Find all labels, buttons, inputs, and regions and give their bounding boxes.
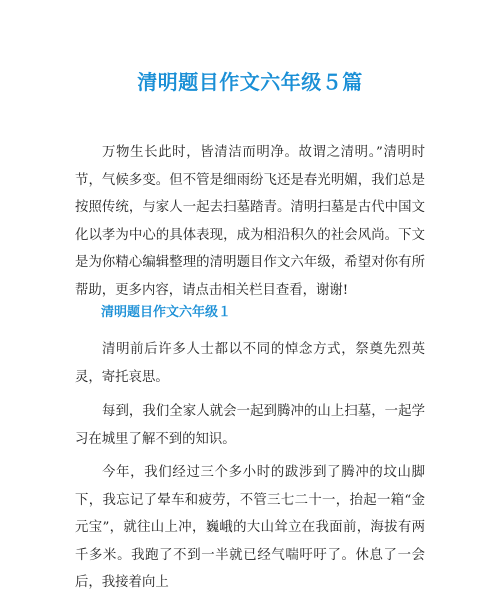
intro-paragraph: 万物生长此时，皆清洁而明净。故谓之清明。”清明时节，气候多变。但不管是细雨纷飞还是春光明媚，我们总是按照传统，与家人一起去扫墓踏青。清明扫墓是古代中国文化以孝为中心的具体表现，成为相沿积久的社会风尚。下文是为你精心编辑整理的清明题目作文六年级，希望对你有所帮助，更多内容，请点击相关栏目查看，谢谢! [75,145,425,298]
body-paragraph: 每到，我们全家人就会一起到腾冲的山上扫墓，一起学习在城里了解不到的知识。 [75,404,425,447]
page-title: 清明题目作文六年级５篇 [137,70,363,94]
body-paragraph: 今年，我们经过三个多小时的跋涉到了腾冲的坟山脚下，我忘记了晕车和疲劳，不管三七二十一，抬起一箱“金元宝”，就往山上冲，巍峨的大山耸立在我面前，海拔有两千多米。我跑了不到一半就已经气喘吁吁了。休息了一会后，我接着向上 [75,465,425,590]
body-paragraph: 清明前后许多人士都以不同的悼念方式，祭奠先烈英灵，寄托哀思。 [75,342,425,385]
section-heading: 清明题目作文六年级１ [101,305,232,320]
